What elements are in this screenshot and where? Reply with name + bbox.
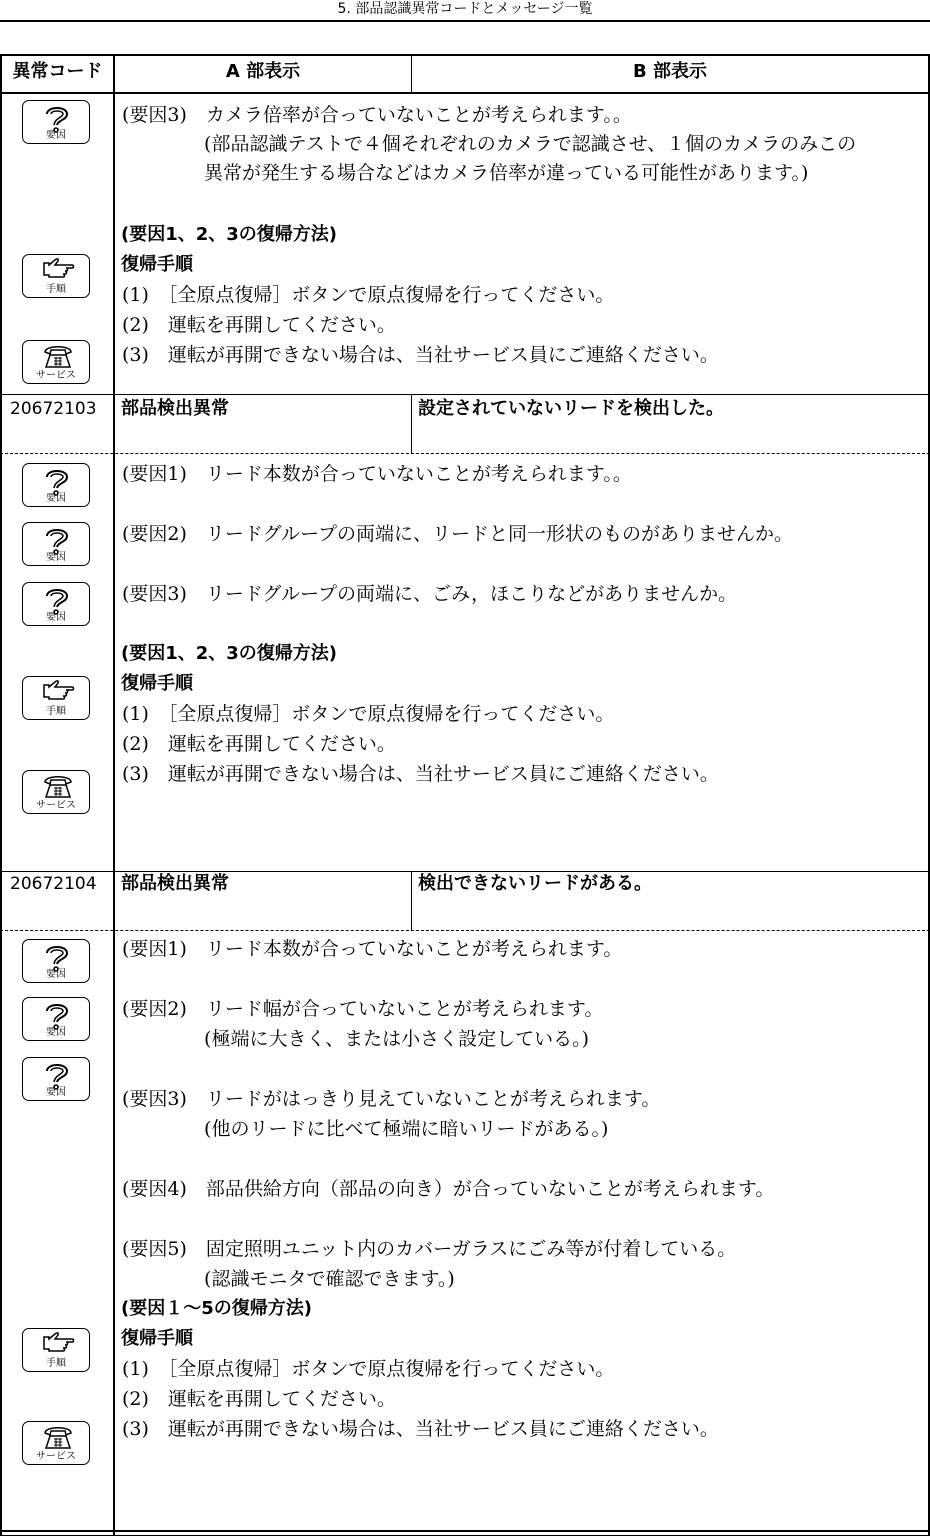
table-header-bottom [0,92,930,94]
cause-icon: 要因 [22,582,90,626]
row2-step-3: (3) 運転が再開できない場合は、当社サービス員にご連絡ください。 [122,1418,719,1440]
cause-icon: 要因 [22,1057,90,1101]
table-top-border [0,54,930,56]
header-rule [0,20,930,22]
telephone-icon: サービス [22,770,90,814]
row2-cause-5: (要因5) 固定照明ユニット内のカバーガラスにごみ等が付着している。 [122,1238,737,1260]
row2-procedure-title: 復帰手順 [121,1328,193,1349]
row2-b-display: 検出できないリードがある。 [418,873,652,894]
row2-cause-1: (要因1) リード本数が合っていないことが考えられます。 [122,938,623,960]
header-b: B 部表示 [633,61,707,82]
row1-step-1: (1) ［全原点復帰］ボタンで原点復帰を行ってください。 [122,703,615,725]
telephone-icon: サービス [22,1421,90,1465]
cause-icon: 要因 [22,939,90,983]
table-left-border [0,54,2,1535]
table-bottom-border-2 [0,1535,930,1536]
row2-cause-3-note: (他のリードに比べて極端に暗いリードがある。) [122,1118,609,1140]
row1-procedure-title: 復帰手順 [121,673,193,694]
cause-icon: 要因 [22,522,90,566]
row2-cause-5-note: (認識モニタで確認できます。) [122,1268,455,1290]
row1-step-2: (2) 運転を再開してください。 [122,733,396,755]
section0-cause-line-1: (要因3) カメラ倍率が合っていないことが考えられます。。 [122,104,632,126]
row2-cause-3: (要因3) リードがはっきり見えていないことが考えられます。 [122,1088,661,1110]
section0-step-2: (2) 運転を再開してください。 [122,314,396,336]
row1-dashed-divider [0,453,930,454]
row1-code: 20672103 [10,399,97,419]
section0-procedure-title: 復帰手順 [121,254,193,275]
row1-cause-2: (要因2) リードグループの両端に、リードと同一形状のものがありませんか。 [122,523,794,545]
row1-a-display: 部品検出異常 [121,398,229,419]
row1-ab-divider [411,394,412,453]
section0-step-1: (1) ［全原点復帰］ボタンで原点復帰を行ってください。 [122,284,615,306]
row2-a-display: 部品検出異常 [121,873,229,894]
header-a: A 部表示 [225,61,301,82]
row2-cause-2-note: (極端に大きく、または小さく設定している。) [122,1028,589,1050]
row2-step-2: (2) 運転を再開してください。 [122,1388,396,1410]
section0-recovery-title: (要因1、2、3の復帰方法) [121,224,338,245]
page-header: 5. 部品認識異常コードとメッセージ一覧 [337,1,593,17]
row2-recovery-title: (要因１～5の復帰方法) [121,1298,312,1319]
cause-icon: 要因 [22,100,90,144]
hand-pointer-icon: 手順 [22,676,90,720]
section0-cause-line-3: 異常が発生する場合などはカメラ倍率が違っている可能性があります。) [122,162,809,184]
col-divider-code [113,54,115,1535]
row1-b-display: 設定されていないリードを検出した。 [418,398,724,419]
row1-cause-3: (要因3) リードグループの両端に、ごみ，ほこりなどがありませんか。 [122,583,738,605]
header-code: 異常コード [12,61,103,82]
row1-step-3: (3) 運転が再開できない場合は、当社サービス員にご連絡ください。 [122,763,719,785]
row2-step-1: (1) ［全原点復帰］ボタンで原点復帰を行ってください。 [122,1358,615,1380]
row2-code: 20672104 [10,874,97,894]
row2-cause-4: (要因4) 部品供給方向（部品の向き）が合っていないことが考えられます。 [122,1178,775,1200]
cause-icon: 要因 [22,997,90,1041]
cause-icon: 要因 [22,463,90,507]
row2-dashed-divider [0,930,930,931]
telephone-icon: サービス [22,340,90,384]
row2-cause-2: (要因2) リード幅が合っていないことが考えられます。 [122,998,604,1020]
section0-cause-line-2: (部品認識テストで４個それぞれのカメラで認識させ、１個のカメラのみこの [122,133,857,155]
row1-cause-1: (要因1) リード本数が合っていないことが考えられます。。 [122,463,632,485]
row2-ab-divider [411,871,412,930]
row1-recovery-title: (要因1、2、3の復帰方法) [121,643,338,664]
section0-step-3: (3) 運転が再開できない場合は、当社サービス員にご連絡ください。 [122,344,719,366]
table-bottom-border [0,1530,930,1532]
hand-pointer-icon: 手順 [22,1328,90,1372]
hand-pointer-icon: 手順 [22,254,90,298]
